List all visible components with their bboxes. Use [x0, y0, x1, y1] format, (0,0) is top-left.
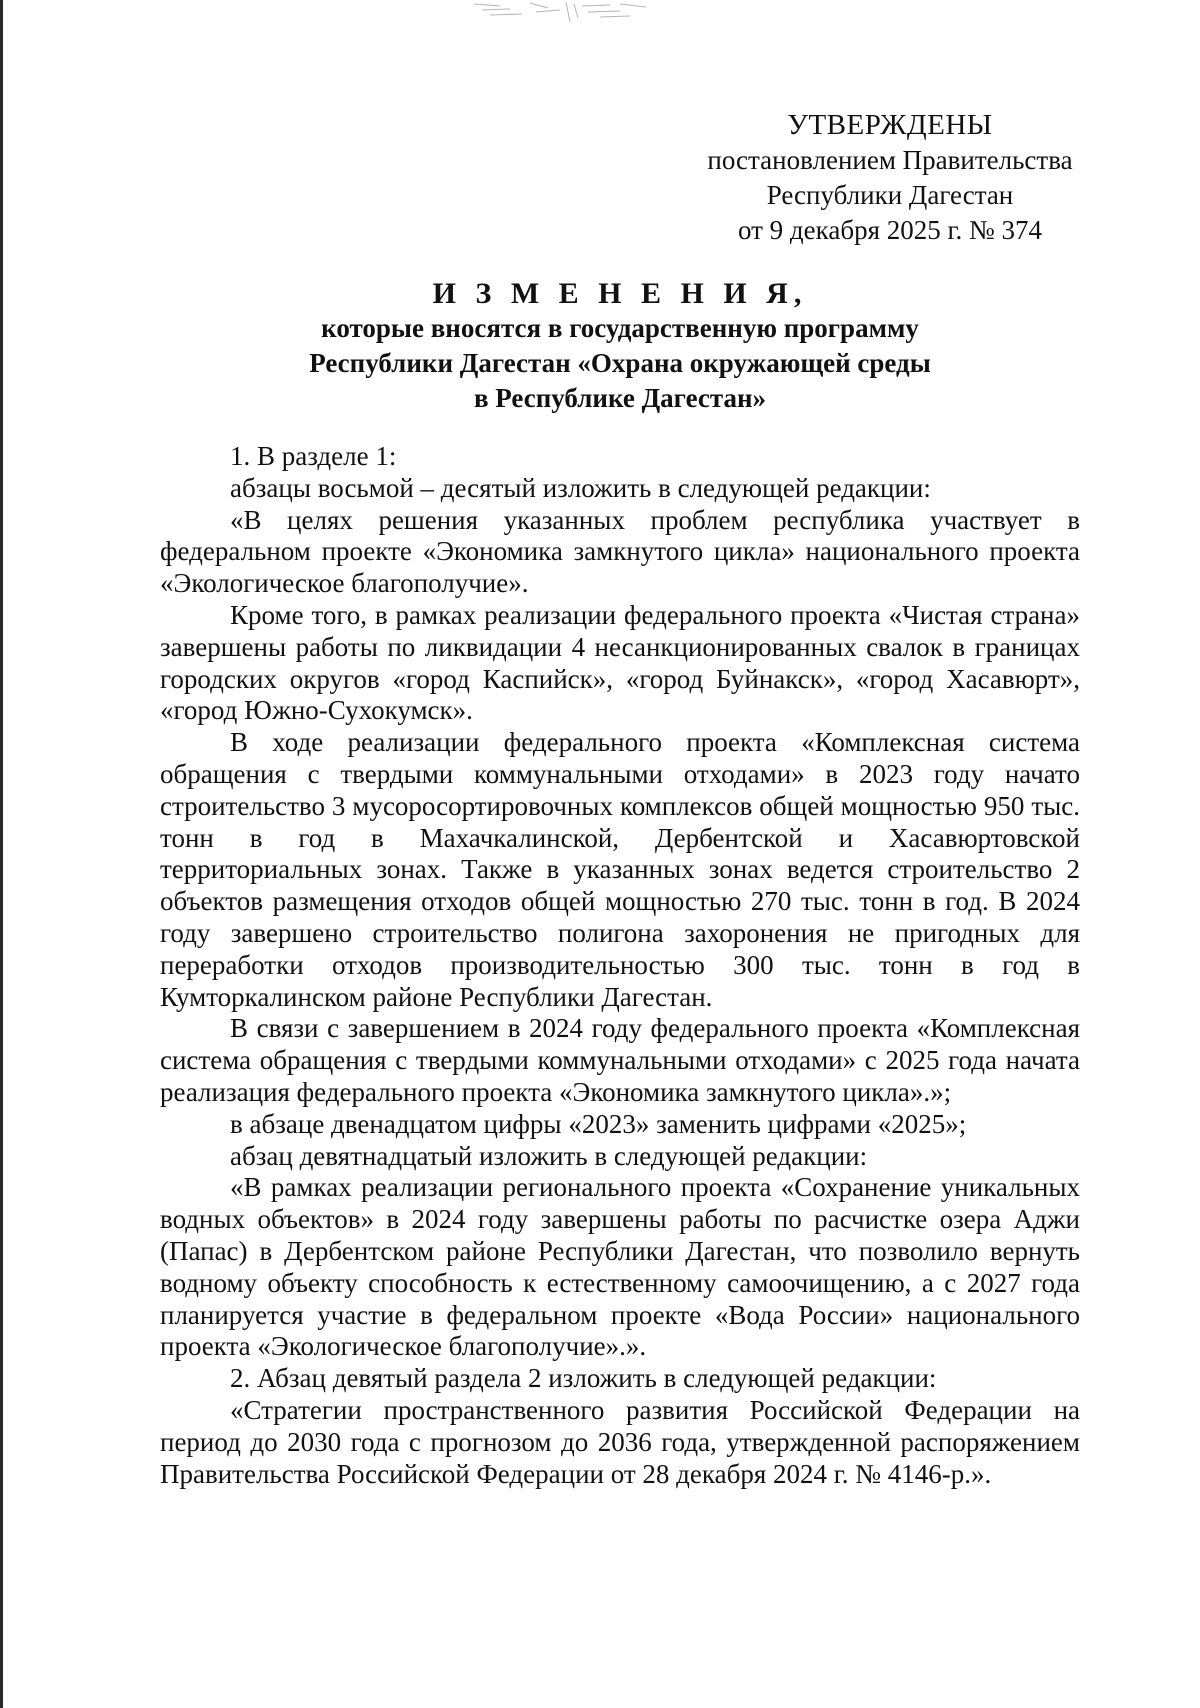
- approval-line-2: Республики Дагестан: [766, 180, 1014, 210]
- heading-line-1: которые вносятся в государственную программу: [321, 313, 919, 343]
- heading-line-2: Республики Дагестан «Охрана окружающей среды: [309, 348, 931, 378]
- paragraph-11: «Стратегии пространственного развития Российской Федерации на период до 2030 года с прогнозом до 2036 года, утвержденной распоряжением Правительства Российской Федерации от 28 декабря 2024 г. № 4146-р.».: [160, 1394, 1080, 1489]
- approval-line-3: от 9 декабря 2025 г. № 374: [737, 215, 1043, 245]
- paragraph-6: В связи с завершением в 2024 году федерального проекта «Комплексная система обращения с твердыми коммунальными отходами» с 2025 года начата реализация федерального проекта «Экономика замкнутого цикла».»;: [160, 1013, 1080, 1107]
- approval-title: УТВЕРЖДЕНЫ: [787, 109, 993, 141]
- approval-block: [680, 108, 1100, 248]
- paragraph-7: в абзаце двенадцатом цифры «2023» заменить цифрами «2025»;: [230, 1108, 967, 1139]
- paragraph-1: 1. В разделе 1:: [230, 441, 397, 471]
- paragraph-9: «В рамках реализации регионального проекта «Сохранение уникальных водных объектов» в 2024 году завершены работы по расчистке озера Аджи (Папас) в Дербентском районе Республики Дагестан, что позволило вернуть водному объекту способность к естественному самоочищению, а с 2027 года планируется участие в федеральном проекте «Вода России» национального проекта «Экологическое благополучие».».: [160, 1172, 1080, 1362]
- document-body: [160, 441, 1080, 1490]
- heading-title: И З М Е Н Е Н И Я,: [432, 277, 808, 310]
- approval-line-1: постановлением Правительства: [707, 145, 1073, 175]
- document-heading: [140, 276, 1100, 416]
- paragraph-5: В ходе реализации федерального проекта «Комплексная система обращения с твердыми коммунальными отходами» в 2023 году начато строительство 3 мусоросортировочных комплексов общей мощностью 950 тыс. тонн в год в Махачкалинской, Дербентской и Хасавюртовской территориальных зонах. Также в указанных зонах ведется строительство 2 объектов размещения отходов общей мощностью 270 тыс. тонн в год. В 2024 году завершено строительство полигона захоронения не пригодных для переработки отходов производительностью 300 тыс. тонн в год в Кумторкалинском районе Республики Дагестан.: [160, 727, 1080, 1012]
- paragraph-10: 2. Абзац девятый раздела 2 изложить в следующей редакции:: [230, 1363, 937, 1394]
- paragraph-8: абзац девятнадцатый изложить в следующей редакции:: [230, 1140, 868, 1171]
- scan-left-edge: [0, 0, 3, 1708]
- paragraph-2: абзацы восьмой – десятый изложить в следующей редакции:: [230, 472, 931, 503]
- heading-line-3: в Республике Дагестан»: [473, 383, 767, 413]
- paragraph-3: «В целях решения указанных проблем республика участвует в федеральном проекте «Экономика замкнутого цикла» национального проекта «Экологическое благополучие».: [160, 504, 1080, 599]
- scan-artifact: [470, 0, 650, 26]
- paragraph-4: Кроме того, в рамках реализации федерального проекта «Чистая страна» завершены работы по ликвидации 4 несанкционированных свалок в границах городских округов «город Каспийск», «город Буйнакск», «город Хасавюрт», «город Южно-Сухокумск».: [160, 599, 1080, 726]
